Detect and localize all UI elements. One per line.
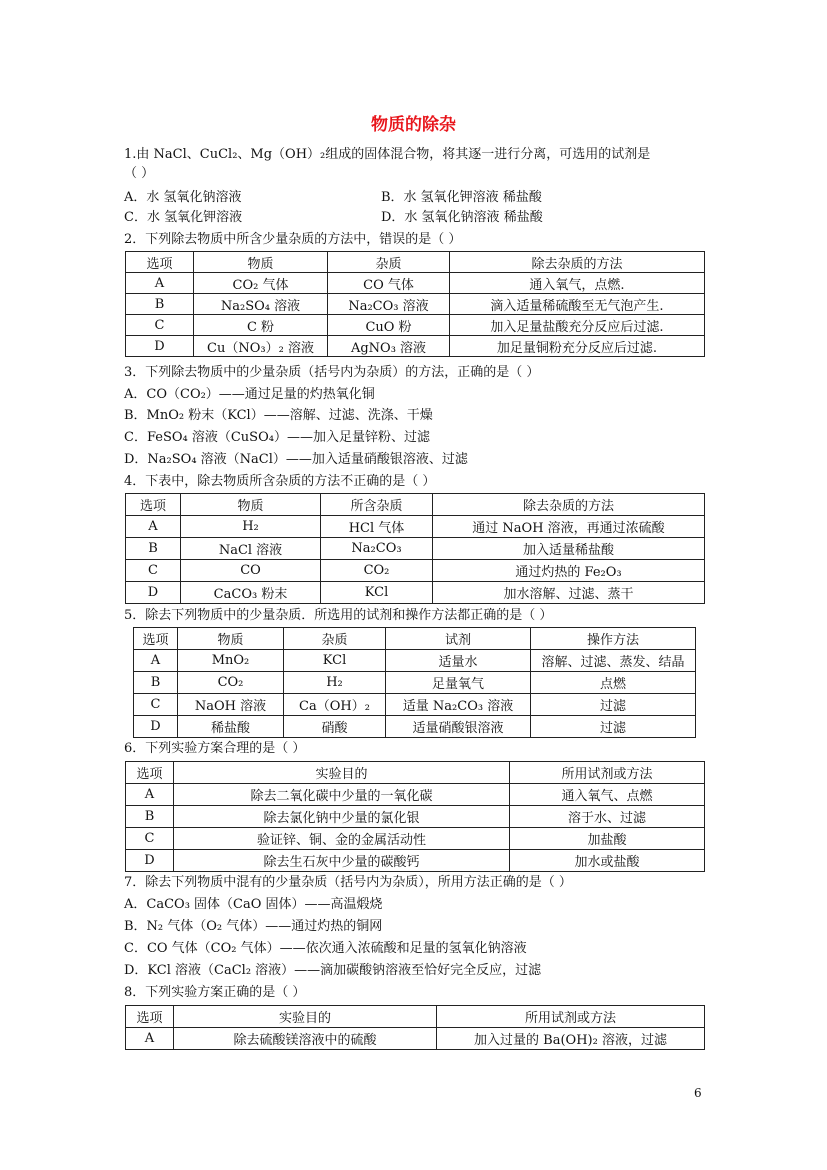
table-row: [126, 828, 705, 850]
table-header-cell: 物质: [178, 628, 284, 650]
q1-option-a: A．水 氢氧化钠溶液: [124, 190, 242, 205]
q3-option-a: A．CO（CO₂）——通过足量的灼热氧化铜: [124, 387, 375, 402]
table-header-cell: 实验目的: [174, 1006, 437, 1028]
table-cell: C 粉: [194, 315, 328, 336]
table-cell: 除去硫酸镁溶液中的硫酸: [174, 1028, 437, 1050]
table-row: [126, 315, 705, 336]
table-header-row: [126, 494, 705, 516]
q1-stem: 1.由 NaCl、CuCl₂、Mg（OH）₂组成的固体混合物，将其逐一进行分离，可选用的试剂是: [124, 147, 651, 162]
table-cell: 通入氧气、点燃: [510, 784, 705, 806]
table-cell: NaCl 溶液: [181, 538, 321, 560]
table-header-cell: 试剂: [386, 628, 531, 650]
table-cell: 加足量铜粉充分反应后过滤.: [450, 336, 705, 357]
table-row: [126, 784, 705, 806]
table-cell: Na₂CO₃: [321, 538, 433, 560]
table-row: [126, 516, 705, 538]
table-header-cell: 操作方法: [531, 628, 696, 650]
table-cell: 通入氧气，点燃.: [450, 273, 705, 294]
table-header-cell: 所用试剂或方法: [510, 762, 705, 784]
table-cell: 适量水: [386, 650, 531, 672]
table-header-cell: 实验目的: [174, 762, 510, 784]
table-cell: AgNO₃ 溶液: [328, 336, 450, 357]
table-cell: 过滤: [531, 716, 696, 738]
table-header-cell: 所含杂质: [321, 494, 433, 516]
table-cell: NaOH 溶液: [178, 694, 284, 716]
table-header-cell: 选项: [126, 252, 194, 273]
table-cell: 过滤: [531, 694, 696, 716]
table-row: [126, 806, 705, 828]
table-cell: C: [126, 315, 194, 336]
table-cell: 通过 NaOH 溶液，再通过浓硫酸: [433, 516, 705, 538]
table-cell: Na₂CO₃ 溶液: [328, 294, 450, 315]
table-row: [126, 850, 705, 872]
table-cell: C: [134, 694, 178, 716]
q7-stem: 7．除去下列物质中混有的少量杂质（括号内为杂质），所用方法正确的是（ ）: [124, 875, 572, 890]
table-row: [134, 650, 696, 672]
table-cell: A: [126, 273, 194, 294]
table-header-cell: 选项: [126, 762, 174, 784]
table-cell: C: [126, 828, 174, 850]
table-cell: CO₂: [321, 560, 433, 582]
q6-stem: 6．下列实验方案合理的是（ ）: [124, 741, 306, 756]
table-row: [126, 1028, 705, 1050]
table-row: [134, 694, 696, 716]
table-cell: CO: [181, 560, 321, 582]
table-cell: KCl: [321, 582, 433, 604]
table-row: [126, 336, 705, 357]
table-cell: CaCO₃ 粉末: [181, 582, 321, 604]
table-cell: H₂: [181, 516, 321, 538]
q2-table: [125, 251, 705, 357]
table-cell: 加入足量盐酸充分反应后过滤.: [450, 315, 705, 336]
table-header-cell: 杂质: [328, 252, 450, 273]
table-header-row: [126, 1006, 705, 1028]
table-cell: 除去生石灰中少量的碳酸钙: [174, 850, 510, 872]
table-header-cell: 选项: [126, 1006, 174, 1028]
page-number: 6: [694, 1086, 702, 1100]
table-cell: 适量 Na₂CO₃ 溶液: [386, 694, 531, 716]
table-cell: 加水溶解、过滤、蒸干: [433, 582, 705, 604]
q7-option-b: B．N₂ 气体（O₂ 气体）——通过灼热的铜网: [124, 919, 383, 934]
q6-table: [125, 761, 705, 872]
q1-option-b: B．水 氢氧化钾溶液 稀盐酸: [381, 190, 542, 205]
table-header-row: [126, 762, 705, 784]
q5-table: [133, 627, 696, 738]
table-cell: 溶于水、过滤: [510, 806, 705, 828]
table-cell: C: [126, 560, 181, 582]
table-header-cell: 选项: [134, 628, 178, 650]
table-cell: D: [126, 850, 174, 872]
table-cell: A: [126, 516, 181, 538]
table-cell: 点燃: [531, 672, 696, 694]
q7-option-a: A．CaCO₃ 固体（CaO 固体）——高温煅烧: [124, 897, 383, 912]
table-cell: D: [126, 336, 194, 357]
table-row: [126, 294, 705, 315]
table-header-cell: 物质: [194, 252, 328, 273]
table-header-row: [134, 628, 696, 650]
table-cell: B: [126, 294, 194, 315]
table-cell: 加盐酸: [510, 828, 705, 850]
table-row: [126, 273, 705, 294]
table-cell: 除去二氧化碳中少量的一氧化碳: [174, 784, 510, 806]
table-cell: A: [126, 1028, 174, 1050]
table-cell: 溶解、过滤、蒸发、结晶: [531, 650, 696, 672]
q4-stem: 4．下表中，除去物质所含杂质的方法不正确的是（ ）: [124, 474, 436, 489]
table-cell: A: [126, 784, 174, 806]
table-header-cell: 所用试剂或方法: [437, 1006, 705, 1028]
table-cell: H₂: [284, 672, 386, 694]
table-header-cell: 物质: [181, 494, 321, 516]
table-row: [126, 560, 705, 582]
table-cell: Ca（OH）₂: [284, 694, 386, 716]
table-cell: 滴入适量稀硫酸至无气泡产生.: [450, 294, 705, 315]
table-header-cell: 杂质: [284, 628, 386, 650]
q1-option-c: C．水 氢氧化钾溶液: [124, 210, 243, 225]
table-cell: HCl 气体: [321, 516, 433, 538]
table-cell: B: [134, 672, 178, 694]
q3-stem: 3．下列除去物质中的少量杂质（括号内为杂质）的方法，正确的是（ ）: [124, 365, 540, 380]
q5-stem: 5．除去下列物质中的少量杂质．所选用的试剂和操作方法都正确的是（ ）: [124, 608, 553, 623]
table-cell: A: [134, 650, 178, 672]
q3-option-b: B．MnO₂ 粉末（KCl）——溶解、过滤、洗涤、干燥: [124, 408, 433, 423]
table-cell: D: [126, 582, 181, 604]
table-cell: 足量氧气: [386, 672, 531, 694]
table-cell: D: [134, 716, 178, 738]
page-title: 物质的除杂: [371, 115, 456, 135]
q1-paren: （ ）: [124, 166, 155, 181]
table-cell: Na₂SO₄ 溶液: [194, 294, 328, 315]
table-row: [126, 538, 705, 560]
table-header-cell: 选项: [126, 494, 181, 516]
table-cell: 稀盐酸: [178, 716, 284, 738]
table-cell: 加水或盐酸: [510, 850, 705, 872]
q3-option-c: C．FeSO₄ 溶液（CuSO₄）——加入足量锌粉、过滤: [124, 430, 430, 445]
table-cell: 加入适量稀盐酸: [433, 538, 705, 560]
table-cell: 除去氯化钠中少量的氯化银: [174, 806, 510, 828]
q3-option-d: D．Na₂SO₄ 溶液（NaCl）——加入适量硝酸银溶液、过滤: [124, 452, 468, 467]
table-row: [126, 582, 705, 604]
table-cell: 适量硝酸银溶液: [386, 716, 531, 738]
table-header-cell: 除去杂质的方法: [433, 494, 705, 516]
table-cell: B: [126, 806, 174, 828]
q7-option-d: D．KCl 溶液（CaCl₂ 溶液）——滴加碳酸钠溶液至恰好完全反应，过滤: [124, 963, 542, 978]
table-row: [134, 672, 696, 694]
table-header-cell: 除去杂质的方法: [450, 252, 705, 273]
table-cell: CO₂: [178, 672, 284, 694]
table-cell: 硝酸: [284, 716, 386, 738]
table-cell: Cu（NO₃）₂ 溶液: [194, 336, 328, 357]
table-cell: KCl: [284, 650, 386, 672]
table-cell: 加入过量的 Ba(OH)₂ 溶液，过滤: [437, 1028, 705, 1050]
table-cell: CuO 粉: [328, 315, 450, 336]
q7-option-c: C．CO 气体（CO₂ 气体）——依次通入浓硫酸和足量的氢氧化钠溶液: [124, 941, 527, 956]
table-cell: CO 气体: [328, 273, 450, 294]
q8-stem: 8．下列实验方案正确的是（ ）: [124, 985, 306, 1000]
table-cell: MnO₂: [178, 650, 284, 672]
table-row: [134, 716, 696, 738]
q1-option-d: D．水 氢氧化钠溶液 稀盐酸: [381, 210, 543, 225]
q8-table: [125, 1005, 705, 1050]
table-header-row: [126, 252, 705, 273]
table-cell: B: [126, 538, 181, 560]
q4-table: [125, 493, 705, 604]
q2-stem: 2．下列除去物质中所含少量杂质的方法中，错误的是（ ）: [124, 232, 462, 247]
table-cell: 验证锌、铜、金的金属活动性: [174, 828, 510, 850]
table-cell: CO₂ 气体: [194, 273, 328, 294]
table-cell: 通过灼热的 Fe₂O₃: [433, 560, 705, 582]
